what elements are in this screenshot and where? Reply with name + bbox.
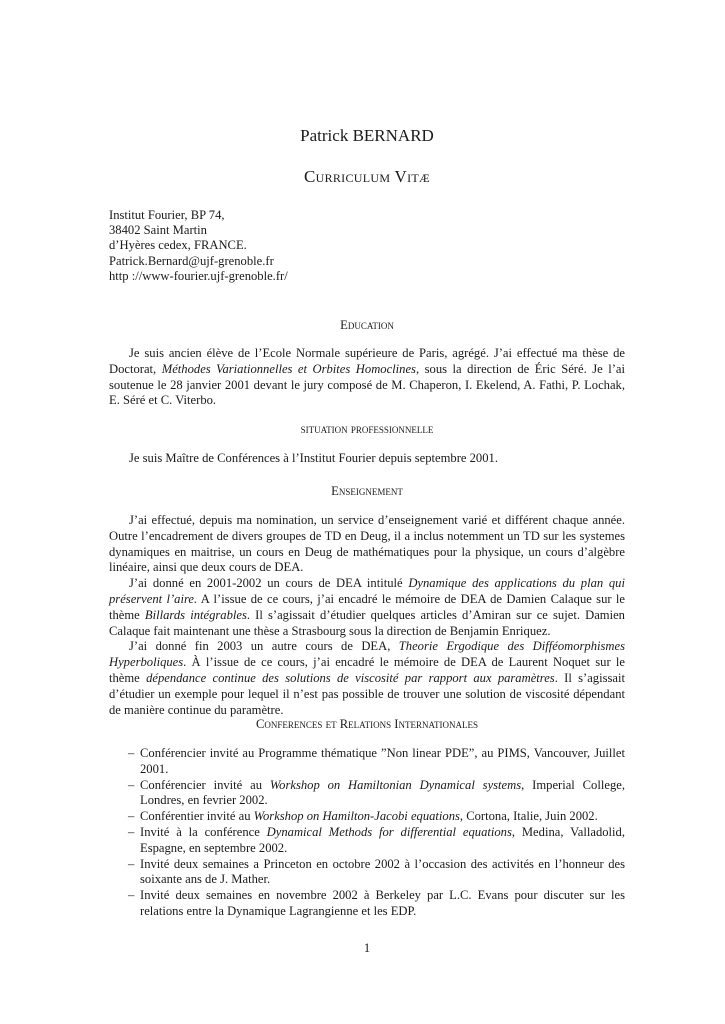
text-run: Invité deux semaines a Princeton en octobre 2002 à l’occasion des activités en l’honneur des soixante ans de J. Mather. [140, 856, 625, 887]
list-dash: – [128, 809, 135, 824]
text-run: , Cortona, Italie, Juin 2002. [459, 809, 598, 824]
text-run: . Il s’agissait d’étudier un exemple pour lequel il n’est pas possible de trouver une solution de viscosité dépendant de manière continue du paramètre. [109, 670, 625, 717]
teaching-paragraph-2 [109, 576, 625, 639]
address-line: 38402 Saint Martin [109, 223, 207, 238]
list-dash: – [128, 888, 135, 903]
author-name: Patrick BERNARD [300, 126, 434, 145]
address-block [109, 208, 288, 284]
list-dash: – [128, 746, 135, 760]
list-dash: – [128, 777, 135, 792]
conference-list [109, 746, 625, 920]
document-title: Curriculum Vitæ [303, 167, 431, 186]
page-number: 1 [363, 941, 371, 955]
text-run: Conférencier invité au [140, 777, 270, 792]
workshop-title: Workshop on Hamilton-Jacobi equations [253, 809, 460, 824]
text-run: J’ai donné en 2001-2002 un cours de DEA intitulé [129, 576, 409, 591]
text-run: Je suis ancien élève de l’Ecole Normale supérieure de Paris, agrégé. J’ai effectué ma thèse de Doctorat, [109, 346, 625, 376]
text-run: , sous la direction de Éric Séré. Je l’ai soutenue le 28 janvier 2001 devant le jury composé de M. Chaperon, I. Ekelend, A. Fathi, P. Lochak, E. Séré et C. Viterbo. [109, 361, 626, 408]
list-dash: – [128, 856, 135, 871]
address-line: Institut Fourier, BP 74, [109, 208, 225, 222]
list-item [109, 746, 625, 778]
conference-title: Dynamical Methods for differential equations [266, 824, 512, 839]
text-run: Invité à la conférence [140, 824, 267, 839]
text-run: Invité deux semaines en novembre 2002 à Berkeley par L.C. Evans pour discuter sur les relations entre la Dynamique Lagrangienne et les EDP. [140, 888, 625, 918]
list-item [109, 778, 625, 810]
address-line: d’Hyères cedex, FRANCE. [109, 238, 247, 253]
teaching-paragraph-1: J’ai effectué, depuis ma nomination, un service d’enseignement varié et différent chaque année. Outre l’encadrement de divers groupes de TD en Deug, il a inclus notemment un TD sur les systemes dynamiques en maitrise, un cours en Deug de mathématiques pour la physique, un cours d’algèbre linéaire, ainsi que deux cours de DEA. [109, 513, 625, 575]
list-item [109, 825, 625, 857]
teaching-paragraphs [109, 513, 625, 718]
thesis-title: Méthodes Variationnelles et Orbites Homoclines [161, 361, 416, 376]
situation-text: Je suis Maître de Conférences à l’Institut Fourier depuis septembre 2001. [129, 451, 498, 465]
section-heading-situation: situation professionnelle [300, 422, 434, 436]
email-address: Patrick.Bernard@ujf-grenoble.fr [109, 253, 274, 268]
text-run: . À l’issue de ce cours, j’ai encadré le mémoire de DEA de Laurent Noquet sur le thème [109, 655, 625, 685]
memoir-topic: Billards intégrables [144, 607, 247, 622]
section-heading-conferences: Conferences et Relations Internationales [256, 717, 478, 731]
text-run: A l’issue de ce cours, j’ai encadré le mémoire de DEA de Damien Calaque sur le thème [109, 591, 625, 622]
list-dash: – [128, 824, 135, 839]
list-item [109, 809, 625, 825]
text-run: Conférencier invité au Programme thématique ”Non linear PDE”, au PIMS, Vancouver, Juillet 2001. [140, 746, 625, 776]
list-item [109, 857, 625, 889]
homepage-url: http ://www-fourier.ujf-grenoble.fr/ [109, 268, 288, 283]
text-run: , Medina, Valladolid, Espagne, en septembre 2002. [140, 824, 626, 855]
education-paragraph [109, 346, 625, 409]
text-run: , Imperial College, Londres, en fevrier 2002. [140, 777, 625, 808]
situation-paragraph [109, 451, 625, 467]
list-item [109, 888, 625, 920]
course-title: Dynamique des applications du plan qui préservent l’aire. [109, 576, 625, 606]
section-heading-teaching: Enseignement [331, 484, 403, 498]
workshop-title: Workshop on Hamiltonian Dynamical systems [269, 777, 522, 792]
teaching-paragraph-3 [109, 639, 625, 718]
memoir-topic: dépendance continue des solutions de viscosité par rapport aux paramètres [146, 670, 555, 685]
section-heading-education: Education [340, 318, 394, 332]
text-run: . Il s’agissait d’étudier quelques articles d’Amiran sur ce sujet. Damien Calaque fait maintenant une thèse a Strasbourg sous la direction de Benjamin Enriquez. [109, 607, 625, 638]
text-run: Conférentier invité au [140, 809, 254, 824]
text-run: J’ai donné fin 2003 un autre cours de DEA, [129, 639, 399, 654]
course-title: Theorie Ergodique des Difféomorphismes Hyperboliques [109, 639, 625, 670]
